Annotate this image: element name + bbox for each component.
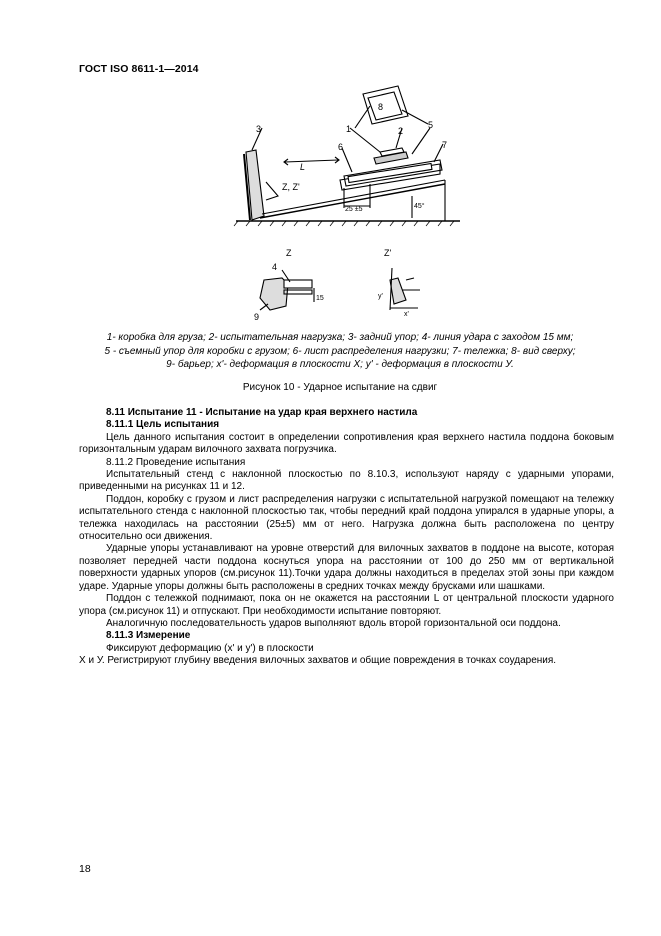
section-heading: 8.11 Испытание 11 - Испытание на удар края верхнего настила xyxy=(106,407,418,418)
subsection-8-11-1-title: 8.11.1 Цель испытания xyxy=(106,419,220,431)
label-2: 2 xyxy=(398,126,404,136)
label-7: 7 xyxy=(442,140,448,150)
paragraph-test-stand: Испытательный стенд с наклонной плоскостью по 8.10.3, используют наряду с ударными упорами, приведенными на рисунках 11 и 12. xyxy=(79,469,614,493)
label-dim-15: 15 xyxy=(316,295,324,302)
subsection-8-11-3-title: 8.11.3 Измерение xyxy=(106,630,191,642)
document-header: ГОСТ ISO 8611-1—2014 xyxy=(79,63,199,75)
legend-line-3: 9- барьер; x'- деформация в плоскости X; y' - деформация в плоскости У. xyxy=(166,359,514,370)
figure-caption: Рисунок 10 - Ударное испытание на сдвиг xyxy=(242,382,438,393)
label-1: 1 xyxy=(346,124,352,134)
top-view-box xyxy=(363,86,408,124)
paragraph-placement: Поддон, коробку с грузом и лист распределения нагрузки с испытательной нагрузкой помещают на тележку испытательного стенда с наклонной плоскостью так, чтобы передний край поддона упирался в ударные упоры, а тележка находилась на расстоянии (25±5) мм от него. Нагрузка должна быть расположена по центру относительно оси движения. xyxy=(79,493,614,543)
label-dim-25: 25 ±5 xyxy=(345,206,363,213)
label-dim-45: 45° xyxy=(414,203,425,210)
label-zz: Z, Z' xyxy=(282,182,300,192)
label-view-z-prime: Z' xyxy=(384,248,392,258)
paragraph-measurement-2: Х и У. Регистрируют глубину введения вилочных захватов и общие повреждения в точках соударения. xyxy=(79,655,557,667)
label-view-z: Z xyxy=(286,248,292,258)
legend-line-2: 5 - съемный упор для коробки с грузом; 6- лист распределения нагрузки; 7- тележка; 8- вид сверху; xyxy=(104,345,576,357)
label-L: L xyxy=(300,162,306,172)
label-9: 9 xyxy=(254,312,260,322)
paragraph-impact-stops: Ударные упоры устанавливают на уровне отверстий для вилочных захватов в поддоне на высоте, которая позволяет передней части поддона коснуться упора на расстоянии от 100 до 250 мм от вертикальной поверхности ударных упоров (см.рисунок 11).Точки удара должны находиться в пределах этой зоны при каждом ударе. Ударные упоры должны быть расположены в средних точках между брусками или шашками. xyxy=(79,543,614,592)
subsection-8-11-2-title: 8.11.2 Проведение испытания xyxy=(106,456,246,468)
label-6: 6 xyxy=(338,142,344,152)
label-4: 4 xyxy=(272,262,278,272)
label-y-prime: y' xyxy=(378,293,383,300)
legend-line-1: 1- коробка для груза; 2- испытательная нагрузка; 3- задний упор; 4- линия удара с заходом 15 мм; xyxy=(106,332,574,343)
section-8-11 xyxy=(79,407,614,668)
label-8: 8 xyxy=(378,102,384,112)
label-x-prime: x' xyxy=(404,311,409,318)
figure-legend xyxy=(60,331,620,372)
paragraph-measurement-1: Фиксируют деформацию (x' и y') в плоскости xyxy=(106,642,314,654)
label-5: 5 xyxy=(428,120,434,130)
page-number: 18 xyxy=(79,863,91,875)
label-3: 3 xyxy=(256,124,262,134)
paragraph-second-axis: Аналогичную последовательность ударов выполняют вдоль второй горизонтальной оси поддона. xyxy=(106,617,561,629)
figure-10-drawing xyxy=(230,84,470,324)
figure-svg xyxy=(230,84,470,324)
detail-view-z-prime xyxy=(390,268,420,310)
paragraph-purpose: Цель данного испытания состоит в определении сопротивления края верхнего настила поддона боковым горизонтальным ударам вилочного захвата погрузчика. xyxy=(79,431,614,456)
rear-stop xyxy=(244,150,264,220)
paragraph-release: Поддон с тележкой поднимают, пока он не окажется на расстоянии L от центральной плоскости ударного упора (см.рисунок 11) и отпускают. При необходимости испытание повторяют. xyxy=(79,593,614,617)
detail-view-z xyxy=(260,270,314,310)
